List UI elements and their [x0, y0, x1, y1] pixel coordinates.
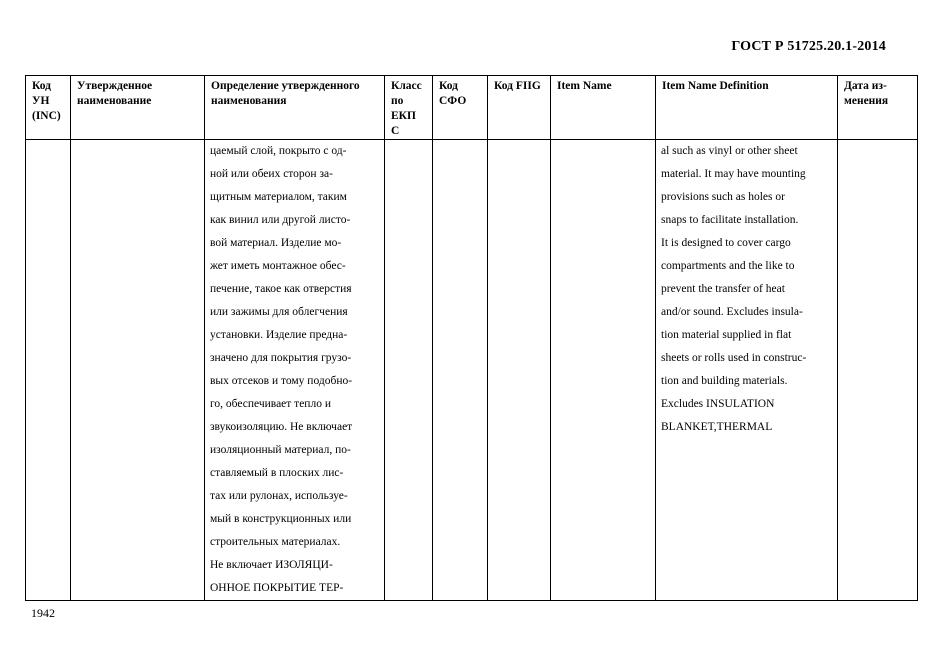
text-line: ной или обеих сторон за- — [210, 168, 333, 180]
header-inc-code: Код УН (INC) — [26, 76, 71, 140]
cell-approved-name — [71, 140, 205, 601]
text-line: and/or sound. Excludes insula- — [661, 306, 803, 318]
header-code-sfo: Код СФО — [433, 76, 488, 140]
text-line: ОННОЕ ПОКРЫТИЕ ТЕР- — [210, 582, 344, 594]
header-item-name: Item Name — [551, 76, 656, 140]
text-line: sheets or rolls used in construc- — [661, 352, 807, 364]
document-standard-number: ГОСТ Р 51725.20.1-2014 — [731, 39, 886, 54]
cell-code-sfo — [433, 140, 488, 601]
text-line: tion material supplied in flat — [661, 329, 792, 341]
text-line: BLANKET,THERMAL — [661, 421, 773, 433]
table-header-row — [26, 76, 918, 140]
cell-class-ekps — [385, 140, 433, 601]
text-line: щитным материалом, таким — [210, 191, 347, 203]
text-line: вой материал. Изделие мо- — [210, 237, 342, 249]
text-line: как винил или другой листо- — [210, 214, 351, 226]
cell-inc-code — [26, 140, 71, 601]
text-line: цаемый слой, покрыто с од- — [210, 145, 347, 157]
text-line: строительных материалах. — [210, 536, 341, 548]
header-approved-name: Утвержденное наименование — [71, 76, 205, 140]
text-line: ставляемый в плоских лис- — [210, 467, 344, 479]
text-line: prevent the transfer of heat — [661, 283, 785, 295]
text-line: material. It may have mounting — [661, 168, 806, 180]
header-class-ekps: Класс по ЕКП С — [385, 76, 433, 140]
text-line: жет иметь монтажное обес- — [210, 260, 346, 272]
text-line: тах или рулонах, используе- — [210, 490, 348, 502]
text-line: It is designed to cover cargo — [661, 237, 791, 249]
header-item-name-definition: Item Name Definition — [656, 76, 838, 140]
definition-ru-text — [205, 140, 384, 600]
text-line: значено для покрытия грузо- — [210, 352, 352, 364]
text-line: печение, такое как отверстия — [210, 283, 352, 295]
text-line: Excludes INSULATION — [661, 398, 775, 410]
cell-definition-ru — [205, 140, 385, 601]
text-line: al such as vinyl or other sheet — [661, 145, 798, 157]
table-row — [26, 140, 918, 601]
header-code-fiig: Код FIIG — [488, 76, 551, 140]
text-line: snaps to facilitate installation. — [661, 214, 799, 226]
text-line: или зажимы для облегчения — [210, 306, 348, 318]
cell-definition-en — [656, 140, 838, 601]
text-line: звукоизоляцию. Не включает — [210, 421, 353, 433]
cell-code-fiig — [488, 140, 551, 601]
text-line: мый в конструкционных или — [210, 513, 352, 525]
text-line: го, обеспечивает тепло и — [210, 398, 331, 410]
text-line: установки. Изделие предна- — [210, 329, 348, 341]
definition-en-text — [656, 140, 837, 439]
text-line: tion and building materials. — [661, 375, 788, 387]
cell-change-date — [838, 140, 918, 601]
header-change-date: Дата из-менения — [838, 76, 918, 140]
text-line: Не включает ИЗОЛЯЦИ- — [210, 559, 333, 571]
text-line: изоляционный материал, по- — [210, 444, 351, 456]
header-name-definition: Определение утвержденного наименования — [205, 76, 385, 140]
text-line: вых отсеков и тому подобно- — [210, 375, 353, 387]
text-line: provisions such as holes or — [661, 191, 785, 203]
page-number: 1942 — [31, 606, 55, 620]
text-line: compartments and the like to — [661, 260, 795, 272]
catalog-table — [25, 75, 918, 601]
cell-item-name — [551, 140, 656, 601]
